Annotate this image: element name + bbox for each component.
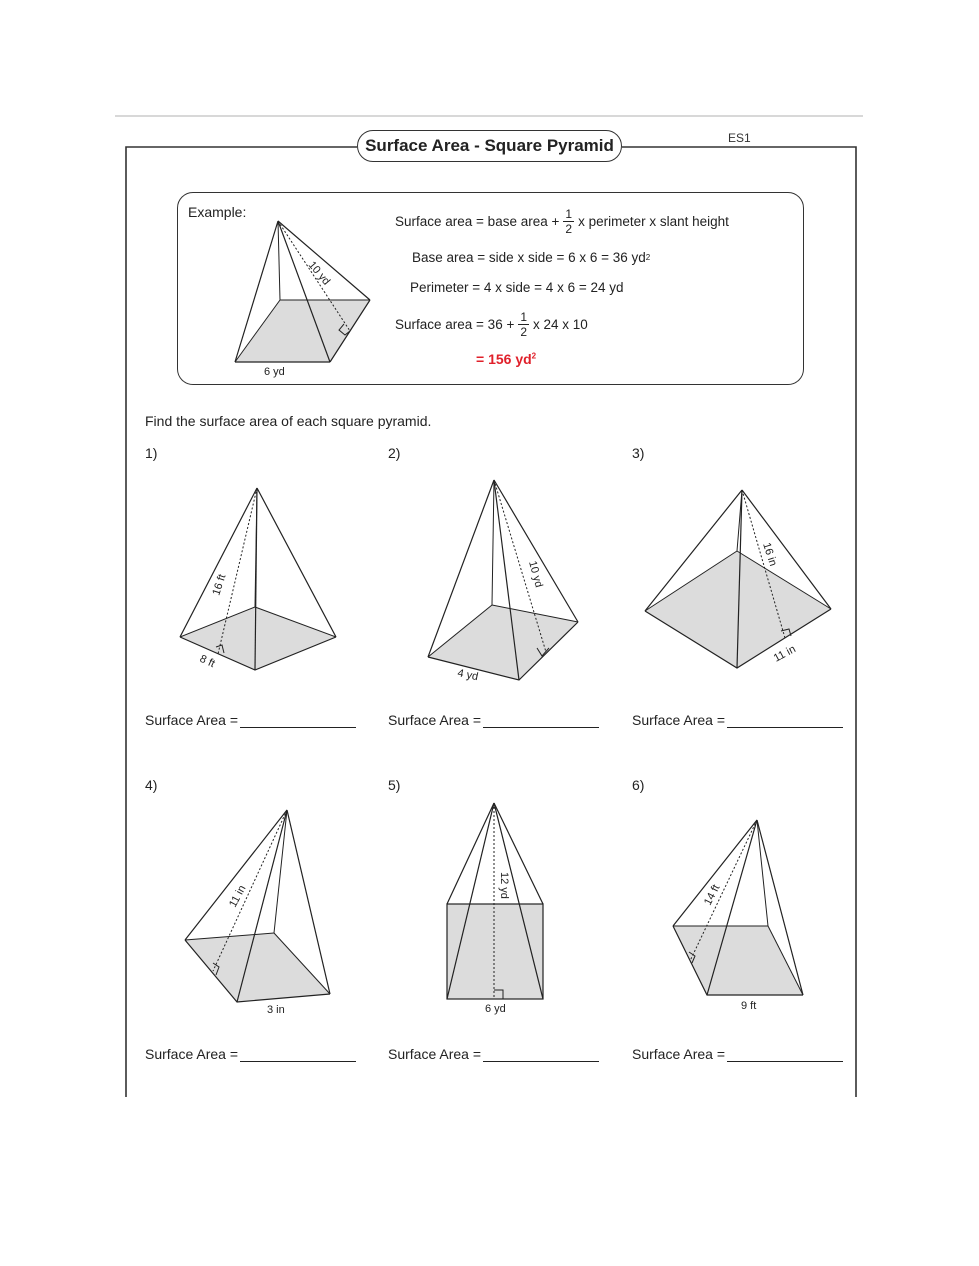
problem-5-number: 5) (388, 777, 401, 793)
formula-prefix: Surface area = base area + (395, 214, 560, 229)
frac-den: 2 (565, 222, 573, 236)
pyramid-6-slant-label: 14 ft (701, 882, 723, 908)
pyramid-6-figure (673, 820, 803, 1012)
answer-label-2: Surface Area = (388, 712, 482, 728)
pyramid-5-base-label: 6 yd (485, 1003, 506, 1015)
answer-blank-4[interactable] (240, 1051, 356, 1062)
perimeter-line: Perimeter = 4 x side = 4 x 6 = 24 yd (410, 280, 624, 295)
frac-num: 1 (565, 207, 573, 221)
answer-line-4 (145, 1046, 356, 1062)
example-label: Example: (188, 204, 247, 220)
pyramid-1-figure (180, 488, 336, 670)
base-area-text: Base area = side x side = 6 x 6 = 36 yd (412, 250, 646, 265)
answer-line-5 (388, 1046, 599, 1062)
answer-label-5: Surface Area = (388, 1046, 482, 1062)
pyramid-4-figure (185, 810, 330, 1016)
answer-line-3 (632, 712, 843, 728)
answer-line-2 (388, 712, 599, 728)
base-area-line: Base area = side x side = 6 x 6 = 36 yd 2 (412, 250, 651, 265)
instructions: Find the surface area of each square pyramid. (145, 413, 432, 429)
calc-suffix: x 24 x 10 (533, 317, 588, 332)
pyramid-1-base-label: 8 ft (197, 652, 217, 671)
pyramid-2-slant-label: 10 yd (526, 559, 545, 589)
answer-label-4: Surface Area = (145, 1046, 239, 1062)
pyramid-4-base-label: 3 in (267, 1004, 285, 1016)
answer-blank-5[interactable] (483, 1051, 599, 1062)
answer-label-6: Surface Area = (632, 1046, 726, 1062)
calc-frac-den: 2 (520, 325, 528, 339)
pyramid-6-base-label: 9 ft (741, 1000, 757, 1012)
pyramid-5-slant-label: 12 yd (498, 872, 510, 899)
calc-prefix: Surface area = 36 + (395, 317, 515, 332)
pyramid-4-slant-label: 11 in (227, 883, 249, 910)
answer-exp: 2 (531, 351, 537, 361)
formula-suffix: x perimeter x slant height (578, 214, 729, 229)
pyramid-1-slant-label: 16 ft (210, 572, 229, 597)
problem-6-number: 6) (632, 777, 645, 793)
problem-1-number: 1) (145, 445, 158, 461)
answer-blank-1[interactable] (240, 717, 356, 728)
answer-line-1 (145, 712, 356, 728)
pyramid-3-base-label: 11 in (771, 643, 798, 665)
answer-text: = 156 yd (476, 351, 532, 367)
example-slant-label: 10 yd (305, 259, 333, 288)
answer-blank-6[interactable] (727, 1051, 843, 1062)
pyramid-2-base-label: 4 yd (456, 667, 480, 684)
example-base-label: 6 yd (264, 366, 285, 378)
answer-label-3: Surface Area = (632, 712, 726, 728)
worksheet-title: Surface Area - Square Pyramid (357, 130, 622, 162)
answer-line-6 (632, 1046, 843, 1062)
problem-2-number: 2) (388, 445, 401, 461)
answer-blank-2[interactable] (483, 717, 599, 728)
answer-label-1: Surface Area = (145, 712, 239, 728)
pyramid-3-slant-label: 16 in (760, 541, 779, 568)
pyramid-3-figure (645, 490, 831, 668)
calc-frac-num: 1 (520, 310, 528, 324)
answer-blank-3[interactable] (727, 717, 843, 728)
problem-3-number: 3) (632, 445, 645, 461)
pyramid-5-figure (447, 803, 543, 1015)
worksheet-code: ES1 (728, 131, 751, 145)
problem-4-number: 4) (145, 777, 158, 793)
pyramid-2-figure (428, 480, 578, 683)
